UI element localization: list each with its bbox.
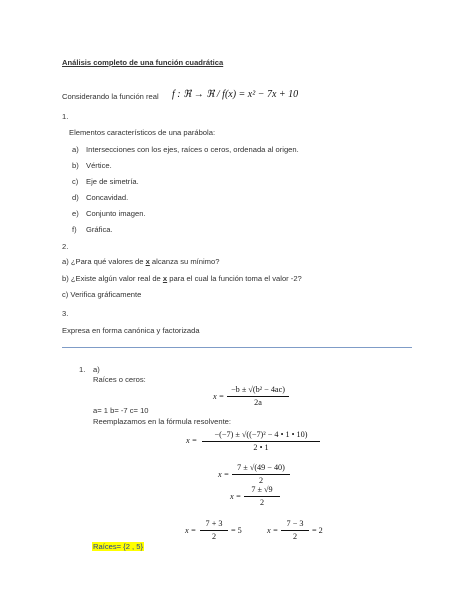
fraction-numerator: 7 − 3: [281, 519, 309, 531]
formula-lhs: x =: [267, 526, 279, 535]
variable-x: x: [162, 274, 168, 283]
section-1-number: 1.: [62, 112, 69, 121]
variable-x: x: [145, 257, 150, 266]
list-item-letter: b): [72, 161, 79, 170]
list-item-text: Vértice.: [86, 161, 112, 170]
formula-lhs: x =: [185, 526, 197, 535]
fraction-denominator: 2: [259, 498, 265, 507]
section-3-number: 3.: [62, 309, 69, 318]
fraction-numerator: −b ± √(b² − 4ac): [227, 385, 289, 397]
root1-fraction: [200, 519, 228, 542]
fraction-denominator: 2: [258, 476, 264, 485]
solution-subtitle: Raíces o ceros:: [93, 375, 146, 384]
fraction-numerator: 7 ± √9: [244, 485, 280, 497]
answer-highlight: [92, 542, 144, 552]
answer-text: Raíces= {2 , 5}: [93, 542, 144, 551]
question-text: a) ¿Para qué valores de: [62, 257, 146, 266]
section-3-text: Expresa en forma canónica y factorizada: [62, 326, 200, 335]
step1-fraction: [202, 430, 320, 453]
question-text: para el cual la función toma el valor -2?: [167, 274, 302, 283]
section-2-number: 2.: [62, 242, 69, 251]
step3-fraction: [244, 485, 280, 508]
fraction-denominator: 2a: [254, 398, 262, 407]
formula-lhs: x =: [213, 392, 225, 401]
general-formula-fraction: [227, 385, 289, 408]
formula-lhs: x =: [186, 436, 198, 445]
formula-lhs: x =: [218, 470, 230, 479]
fraction-denominator: 2: [211, 532, 217, 541]
replace-text: Reemplazamos en la fórmula resolvente:: [93, 417, 232, 426]
list-item-text: Eje de simetría.: [86, 177, 139, 186]
root2-fraction: [281, 519, 309, 542]
intro-formula: f : ℜ → ℜ / f(x) = x² − 7x + 10: [172, 89, 299, 100]
fraction-numerator: −(−7) ± √((−7)² − 4 • 1 • 10): [202, 430, 320, 442]
list-item-text: Intersecciones con los ejes, raíces o ceros, ordenada al origen.: [86, 145, 299, 154]
question-text: c) Verifica gráficamente: [62, 290, 142, 299]
list-item-letter: d): [72, 193, 79, 202]
list-item-text: Conjunto imagen.: [86, 209, 146, 218]
list-item-text: Gráfica.: [86, 225, 113, 234]
question-c: [62, 290, 141, 300]
section-divider: [62, 347, 412, 348]
fraction-denominator: 2: [292, 532, 298, 541]
root1-result: = 5: [231, 526, 242, 535]
coefficients: a= 1 b= -7 c= 10: [93, 406, 149, 415]
formula-lhs: x =: [230, 492, 242, 501]
question-b: [62, 274, 302, 284]
root2-result: = 2: [312, 526, 323, 535]
fraction-denominator: 2 • 1: [253, 443, 269, 452]
solution-number: 1.: [79, 365, 86, 374]
list-item-letter: c): [72, 177, 79, 186]
list-item-text: Concavidad.: [86, 193, 129, 202]
intro-text: Considerando la función real: [62, 92, 159, 101]
question-a: [62, 257, 219, 267]
step2-fraction: [232, 463, 290, 486]
list-item-letter: a): [72, 145, 79, 154]
section-1-heading: Elementos característicos de una parábola:: [69, 128, 216, 137]
question-text: b) ¿Existe algún valor real de: [62, 274, 163, 283]
fraction-numerator: 7 + 3: [200, 519, 228, 531]
fraction-numerator: 7 ± √(49 − 40): [232, 463, 290, 475]
question-text: alcanza su mínimo?: [149, 257, 220, 266]
list-item-letter: f): [72, 225, 77, 234]
solution-letter: a): [93, 365, 100, 374]
list-item-letter: e): [72, 209, 79, 218]
page-title: Análisis completo de una función cuadrática: [62, 58, 224, 67]
